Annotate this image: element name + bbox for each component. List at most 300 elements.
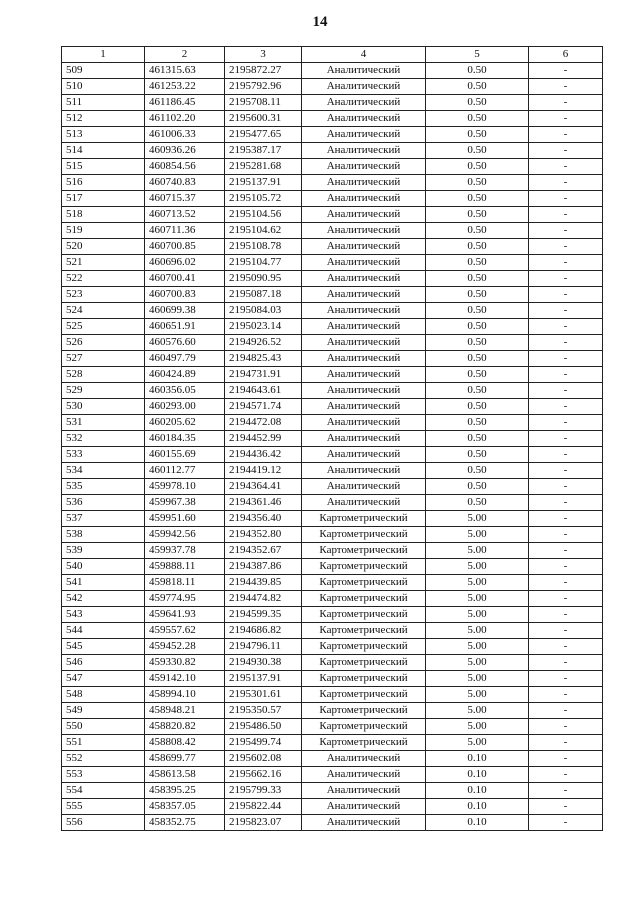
accuracy-cell: 0.50 [426, 143, 529, 159]
table-row [62, 655, 603, 671]
table-row [62, 591, 603, 607]
accuracy-cell: 0.50 [426, 111, 529, 127]
table-row [62, 303, 603, 319]
point-number-cell: 539 [62, 543, 145, 559]
point-number-cell: 530 [62, 399, 145, 415]
x-coordinate-cell: 459452.28 [145, 639, 225, 655]
method-cell: Аналитический [302, 751, 426, 767]
method-cell: Аналитический [302, 143, 426, 159]
method-cell: Аналитический [302, 479, 426, 495]
method-cell: Аналитический [302, 431, 426, 447]
accuracy-cell: 0.50 [426, 463, 529, 479]
table-row [62, 783, 603, 799]
note-cell: - [529, 383, 603, 399]
point-number-cell: 553 [62, 767, 145, 783]
table-row [62, 511, 603, 527]
method-cell: Аналитический [302, 367, 426, 383]
point-number-cell: 512 [62, 111, 145, 127]
coordinates-table [61, 46, 603, 831]
y-coordinate-cell: 2194930.38 [225, 655, 302, 671]
note-cell: - [529, 591, 603, 607]
x-coordinate-cell: 459330.82 [145, 655, 225, 671]
x-coordinate-cell: 459142.10 [145, 671, 225, 687]
table-row [62, 79, 603, 95]
point-number-cell: 544 [62, 623, 145, 639]
table-row [62, 63, 603, 79]
note-cell: - [529, 703, 603, 719]
note-cell: - [529, 271, 603, 287]
y-coordinate-cell: 2195137.91 [225, 671, 302, 687]
note-cell: - [529, 111, 603, 127]
point-number-cell: 556 [62, 815, 145, 831]
y-coordinate-cell: 2195281.68 [225, 159, 302, 175]
x-coordinate-cell: 461102.20 [145, 111, 225, 127]
point-number-cell: 549 [62, 703, 145, 719]
x-coordinate-cell: 460651.91 [145, 319, 225, 335]
note-cell: - [529, 671, 603, 687]
point-number-cell: 526 [62, 335, 145, 351]
method-cell: Картометрический [302, 543, 426, 559]
point-number-cell: 515 [62, 159, 145, 175]
y-coordinate-cell: 2194364.41 [225, 479, 302, 495]
x-coordinate-cell: 460740.83 [145, 175, 225, 191]
table-row [62, 543, 603, 559]
note-cell: - [529, 783, 603, 799]
note-cell: - [529, 767, 603, 783]
point-number-cell: 543 [62, 607, 145, 623]
method-cell: Аналитический [302, 783, 426, 799]
accuracy-cell: 5.00 [426, 719, 529, 735]
x-coordinate-cell: 460696.02 [145, 255, 225, 271]
y-coordinate-cell: 2194643.61 [225, 383, 302, 399]
note-cell: - [529, 639, 603, 655]
note-cell: - [529, 527, 603, 543]
point-number-cell: 514 [62, 143, 145, 159]
note-cell: - [529, 511, 603, 527]
x-coordinate-cell: 460205.62 [145, 415, 225, 431]
accuracy-cell: 5.00 [426, 575, 529, 591]
x-coordinate-cell: 459937.78 [145, 543, 225, 559]
accuracy-cell: 5.00 [426, 559, 529, 575]
table-row [62, 463, 603, 479]
y-coordinate-cell: 2195350.57 [225, 703, 302, 719]
point-number-cell: 516 [62, 175, 145, 191]
y-coordinate-cell: 2194352.67 [225, 543, 302, 559]
note-cell: - [529, 575, 603, 591]
point-number-cell: 511 [62, 95, 145, 111]
table-row [62, 111, 603, 127]
point-number-cell: 532 [62, 431, 145, 447]
table-row [62, 335, 603, 351]
y-coordinate-cell: 2195105.72 [225, 191, 302, 207]
point-number-cell: 550 [62, 719, 145, 735]
method-cell: Картометрический [302, 735, 426, 751]
table-row [62, 271, 603, 287]
point-number-cell: 509 [62, 63, 145, 79]
x-coordinate-cell: 460711.36 [145, 223, 225, 239]
point-number-cell: 519 [62, 223, 145, 239]
x-coordinate-cell: 458808.42 [145, 735, 225, 751]
y-coordinate-cell: 2195662.16 [225, 767, 302, 783]
table-row [62, 495, 603, 511]
note-cell: - [529, 751, 603, 767]
table-row [62, 223, 603, 239]
table-row [62, 447, 603, 463]
note-cell: - [529, 447, 603, 463]
method-cell: Аналитический [302, 175, 426, 191]
x-coordinate-cell: 458395.25 [145, 783, 225, 799]
x-coordinate-cell: 461253.22 [145, 79, 225, 95]
table-row [62, 95, 603, 111]
method-cell: Картометрический [302, 719, 426, 735]
point-number-cell: 546 [62, 655, 145, 671]
table-row [62, 479, 603, 495]
table-row [62, 415, 603, 431]
y-coordinate-cell: 2194599.35 [225, 607, 302, 623]
y-coordinate-cell: 2194472.08 [225, 415, 302, 431]
y-coordinate-cell: 2194926.52 [225, 335, 302, 351]
point-number-cell: 552 [62, 751, 145, 767]
point-number-cell: 548 [62, 687, 145, 703]
x-coordinate-cell: 461315.63 [145, 63, 225, 79]
accuracy-cell: 0.50 [426, 79, 529, 95]
note-cell: - [529, 191, 603, 207]
y-coordinate-cell: 2194419.12 [225, 463, 302, 479]
point-number-cell: 528 [62, 367, 145, 383]
method-cell: Картометрический [302, 607, 426, 623]
table-row [62, 687, 603, 703]
accuracy-cell: 0.50 [426, 415, 529, 431]
accuracy-cell: 0.50 [426, 63, 529, 79]
method-cell: Аналитический [302, 303, 426, 319]
y-coordinate-cell: 2194686.82 [225, 623, 302, 639]
table-row [62, 175, 603, 191]
point-number-cell: 535 [62, 479, 145, 495]
method-cell: Картометрический [302, 623, 426, 639]
x-coordinate-cell: 460854.56 [145, 159, 225, 175]
y-coordinate-cell: 2194356.40 [225, 511, 302, 527]
method-cell: Картометрический [302, 511, 426, 527]
x-coordinate-cell: 459978.10 [145, 479, 225, 495]
accuracy-cell: 0.50 [426, 191, 529, 207]
note-cell: - [529, 223, 603, 239]
method-cell: Аналитический [302, 287, 426, 303]
method-cell: Картометрический [302, 591, 426, 607]
x-coordinate-cell: 459951.60 [145, 511, 225, 527]
point-number-cell: 520 [62, 239, 145, 255]
note-cell: - [529, 95, 603, 111]
accuracy-cell: 0.10 [426, 751, 529, 767]
accuracy-cell: 0.10 [426, 783, 529, 799]
y-coordinate-cell: 2195602.08 [225, 751, 302, 767]
accuracy-cell: 0.50 [426, 223, 529, 239]
y-coordinate-cell: 2195104.62 [225, 223, 302, 239]
column-header-4: 4 [302, 47, 426, 63]
table-row [62, 671, 603, 687]
y-coordinate-cell: 2194474.82 [225, 591, 302, 607]
x-coordinate-cell: 460700.41 [145, 271, 225, 287]
note-cell: - [529, 543, 603, 559]
y-coordinate-cell: 2194352.80 [225, 527, 302, 543]
note-cell: - [529, 63, 603, 79]
x-coordinate-cell: 460936.26 [145, 143, 225, 159]
table-row [62, 399, 603, 415]
point-number-cell: 521 [62, 255, 145, 271]
accuracy-cell: 5.00 [426, 543, 529, 559]
y-coordinate-cell: 2194452.99 [225, 431, 302, 447]
table-row [62, 143, 603, 159]
table-row [62, 127, 603, 143]
table-row [62, 431, 603, 447]
note-cell: - [529, 319, 603, 335]
method-cell: Аналитический [302, 319, 426, 335]
accuracy-cell: 0.50 [426, 159, 529, 175]
note-cell: - [529, 559, 603, 575]
method-cell: Картометрический [302, 527, 426, 543]
point-number-cell: 517 [62, 191, 145, 207]
x-coordinate-cell: 458352.75 [145, 815, 225, 831]
x-coordinate-cell: 460155.69 [145, 447, 225, 463]
method-cell: Аналитический [302, 447, 426, 463]
x-coordinate-cell: 460700.85 [145, 239, 225, 255]
accuracy-cell: 0.50 [426, 399, 529, 415]
point-number-cell: 542 [62, 591, 145, 607]
table-row [62, 255, 603, 271]
table-header-row [62, 47, 603, 63]
note-cell: - [529, 175, 603, 191]
note-cell: - [529, 159, 603, 175]
x-coordinate-cell: 460699.38 [145, 303, 225, 319]
table-row [62, 527, 603, 543]
y-coordinate-cell: 2195301.61 [225, 687, 302, 703]
y-coordinate-cell: 2195822.44 [225, 799, 302, 815]
x-coordinate-cell: 460112.77 [145, 463, 225, 479]
y-coordinate-cell: 2195823.07 [225, 815, 302, 831]
accuracy-cell: 5.00 [426, 511, 529, 527]
x-coordinate-cell: 459818.11 [145, 575, 225, 591]
y-coordinate-cell: 2195108.78 [225, 239, 302, 255]
table-row [62, 751, 603, 767]
note-cell: - [529, 303, 603, 319]
table-row [62, 351, 603, 367]
y-coordinate-cell: 2195084.03 [225, 303, 302, 319]
x-coordinate-cell: 461186.45 [145, 95, 225, 111]
accuracy-cell: 0.50 [426, 255, 529, 271]
x-coordinate-cell: 459888.11 [145, 559, 225, 575]
method-cell: Аналитический [302, 223, 426, 239]
accuracy-cell: 5.00 [426, 687, 529, 703]
note-cell: - [529, 431, 603, 447]
accuracy-cell: 0.50 [426, 175, 529, 191]
method-cell: Аналитический [302, 79, 426, 95]
point-number-cell: 510 [62, 79, 145, 95]
accuracy-cell: 0.50 [426, 383, 529, 399]
accuracy-cell: 0.50 [426, 207, 529, 223]
accuracy-cell: 0.50 [426, 431, 529, 447]
accuracy-cell: 5.00 [426, 639, 529, 655]
method-cell: Аналитический [302, 191, 426, 207]
column-header-2: 2 [145, 47, 225, 63]
method-cell: Картометрический [302, 703, 426, 719]
x-coordinate-cell: 460700.83 [145, 287, 225, 303]
method-cell: Аналитический [302, 495, 426, 511]
method-cell: Аналитический [302, 271, 426, 287]
note-cell: - [529, 415, 603, 431]
x-coordinate-cell: 460293.00 [145, 399, 225, 415]
table-row [62, 767, 603, 783]
point-number-cell: 554 [62, 783, 145, 799]
note-cell: - [529, 127, 603, 143]
accuracy-cell: 5.00 [426, 735, 529, 751]
x-coordinate-cell: 459774.95 [145, 591, 225, 607]
point-number-cell: 518 [62, 207, 145, 223]
method-cell: Аналитический [302, 767, 426, 783]
y-coordinate-cell: 2195104.77 [225, 255, 302, 271]
accuracy-cell: 0.10 [426, 767, 529, 783]
point-number-cell: 545 [62, 639, 145, 655]
point-number-cell: 533 [62, 447, 145, 463]
accuracy-cell: 5.00 [426, 671, 529, 687]
table-row [62, 159, 603, 175]
method-cell: Аналитический [302, 463, 426, 479]
x-coordinate-cell: 460184.35 [145, 431, 225, 447]
accuracy-cell: 0.50 [426, 335, 529, 351]
x-coordinate-cell: 458820.82 [145, 719, 225, 735]
method-cell: Аналитический [302, 239, 426, 255]
y-coordinate-cell: 2194439.85 [225, 575, 302, 591]
note-cell: - [529, 255, 603, 271]
note-cell: - [529, 655, 603, 671]
note-cell: - [529, 735, 603, 751]
accuracy-cell: 5.00 [426, 607, 529, 623]
y-coordinate-cell: 2195477.65 [225, 127, 302, 143]
y-coordinate-cell: 2195090.95 [225, 271, 302, 287]
y-coordinate-cell: 2195872.27 [225, 63, 302, 79]
point-number-cell: 547 [62, 671, 145, 687]
y-coordinate-cell: 2195799.33 [225, 783, 302, 799]
note-cell: - [529, 495, 603, 511]
column-header-1: 1 [62, 47, 145, 63]
note-cell: - [529, 79, 603, 95]
table-row [62, 623, 603, 639]
y-coordinate-cell: 2195023.14 [225, 319, 302, 335]
note-cell: - [529, 239, 603, 255]
y-coordinate-cell: 2195137.91 [225, 175, 302, 191]
x-coordinate-cell: 458948.21 [145, 703, 225, 719]
point-number-cell: 523 [62, 287, 145, 303]
table-row [62, 607, 603, 623]
y-coordinate-cell: 2194796.11 [225, 639, 302, 655]
y-coordinate-cell: 2194436.42 [225, 447, 302, 463]
point-number-cell: 525 [62, 319, 145, 335]
x-coordinate-cell: 458699.77 [145, 751, 225, 767]
method-cell: Аналитический [302, 383, 426, 399]
table-body [62, 63, 603, 831]
point-number-cell: 555 [62, 799, 145, 815]
accuracy-cell: 0.50 [426, 303, 529, 319]
x-coordinate-cell: 461006.33 [145, 127, 225, 143]
x-coordinate-cell: 458994.10 [145, 687, 225, 703]
note-cell: - [529, 687, 603, 703]
accuracy-cell: 5.00 [426, 623, 529, 639]
point-number-cell: 527 [62, 351, 145, 367]
method-cell: Аналитический [302, 255, 426, 271]
note-cell: - [529, 335, 603, 351]
accuracy-cell: 5.00 [426, 655, 529, 671]
accuracy-cell: 0.50 [426, 495, 529, 511]
point-number-cell: 524 [62, 303, 145, 319]
table-row [62, 319, 603, 335]
note-cell: - [529, 479, 603, 495]
y-coordinate-cell: 2195499.74 [225, 735, 302, 751]
y-coordinate-cell: 2194361.46 [225, 495, 302, 511]
point-number-cell: 534 [62, 463, 145, 479]
y-coordinate-cell: 2195087.18 [225, 287, 302, 303]
note-cell: - [529, 207, 603, 223]
table-row [62, 735, 603, 751]
accuracy-cell: 0.50 [426, 351, 529, 367]
table-row [62, 815, 603, 831]
method-cell: Картометрический [302, 575, 426, 591]
point-number-cell: 529 [62, 383, 145, 399]
method-cell: Аналитический [302, 351, 426, 367]
y-coordinate-cell: 2194387.86 [225, 559, 302, 575]
x-coordinate-cell: 459942.56 [145, 527, 225, 543]
table-row [62, 559, 603, 575]
method-cell: Аналитический [302, 159, 426, 175]
method-cell: Аналитический [302, 799, 426, 815]
note-cell: - [529, 143, 603, 159]
table-row [62, 799, 603, 815]
column-header-5: 5 [426, 47, 529, 63]
point-number-cell: 536 [62, 495, 145, 511]
method-cell: Картометрический [302, 671, 426, 687]
y-coordinate-cell: 2195104.56 [225, 207, 302, 223]
x-coordinate-cell: 458613.58 [145, 767, 225, 783]
method-cell: Картометрический [302, 559, 426, 575]
method-cell: Аналитический [302, 111, 426, 127]
method-cell: Аналитический [302, 207, 426, 223]
y-coordinate-cell: 2194571.74 [225, 399, 302, 415]
note-cell: - [529, 351, 603, 367]
x-coordinate-cell: 458357.05 [145, 799, 225, 815]
accuracy-cell: 0.50 [426, 95, 529, 111]
method-cell: Картометрический [302, 687, 426, 703]
y-coordinate-cell: 2194731.91 [225, 367, 302, 383]
note-cell: - [529, 815, 603, 831]
note-cell: - [529, 719, 603, 735]
point-number-cell: 538 [62, 527, 145, 543]
accuracy-cell: 0.50 [426, 271, 529, 287]
accuracy-cell: 0.50 [426, 447, 529, 463]
point-number-cell: 537 [62, 511, 145, 527]
table-row [62, 639, 603, 655]
y-coordinate-cell: 2195486.50 [225, 719, 302, 735]
column-header-6: 6 [529, 47, 603, 63]
method-cell: Картометрический [302, 639, 426, 655]
point-number-cell: 541 [62, 575, 145, 591]
y-coordinate-cell: 2195708.11 [225, 95, 302, 111]
point-number-cell: 540 [62, 559, 145, 575]
point-number-cell: 513 [62, 127, 145, 143]
x-coordinate-cell: 460713.52 [145, 207, 225, 223]
x-coordinate-cell: 459641.93 [145, 607, 225, 623]
accuracy-cell: 0.50 [426, 239, 529, 255]
method-cell: Аналитический [302, 127, 426, 143]
note-cell: - [529, 623, 603, 639]
accuracy-cell: 0.50 [426, 287, 529, 303]
column-header-3: 3 [225, 47, 302, 63]
